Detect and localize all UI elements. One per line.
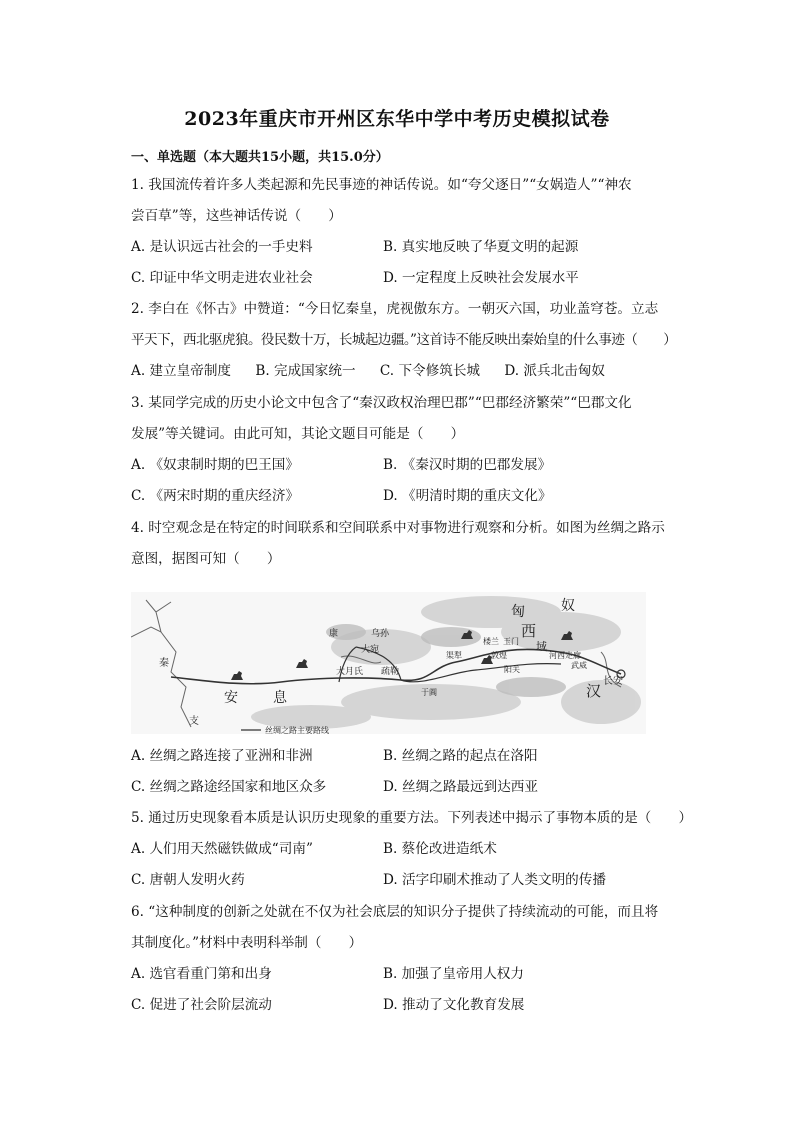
question-4-option-a: A. 丝绸之路连接了亚洲和非洲 [131, 748, 313, 764]
question-6-option-b: B. 加强了皇帝用人权力 [383, 966, 524, 982]
map-label-hexi: 河西走廊 [549, 651, 581, 660]
question-6-stem-line2: 其制度化。”材料中表明科举制（ ） [131, 935, 363, 951]
question-2-option-c: C. 下令修筑长城 [379, 363, 481, 379]
map-label-yangguan: 阳关 [504, 665, 520, 674]
question-1-option-d: D. 一定程度上反映社会发展水平 [383, 270, 579, 286]
question-6-option-d: D. 推动了文化教育发展 [383, 997, 525, 1013]
question-1-stem-line1: 1. 我国流传着许多人类起源和先民事迹的神话传说。如“夸父逐日”“女娲造人”“神农 [131, 177, 632, 193]
question-2-option-a: A. 建立皇帝制度 [131, 363, 232, 379]
map-label-changan: 长安 [603, 676, 623, 687]
question-1-option-c: C. 印证中华文明走进农业社会 [131, 270, 313, 286]
map-label-wuwei: 武威 [571, 661, 587, 670]
question-1-option-b: B. 真实地反映了华夏文明的起源 [383, 239, 579, 255]
map-label-dayuan: 大宛 [361, 645, 380, 655]
question-3-option-a: A. 《奴隶制时期的巴王国》 [131, 457, 299, 473]
question-2-option-d: D. 派兵北击匈奴 [504, 363, 605, 379]
map-label-xiongnu2: 奴 [561, 598, 575, 614]
question-6-option-c: C. 促进了社会阶层流动 [131, 997, 272, 1013]
map-label-dayuezhi: 大月氏 [336, 667, 364, 677]
question-2-option-b: B. 完成国家统一 [255, 363, 356, 379]
question-3-stem-line2: 发展”等关键词。由此可知，其论文题目可能是（ ） [131, 426, 465, 442]
silk-road-map [131, 592, 646, 734]
map-label-xiongnu1: 匈 [511, 604, 525, 620]
question-4-stem-line1: 4. 时空观念是在特定的时间联系和空间联系中对事物进行观察和分析。如图为丝绸之路示 [131, 520, 665, 536]
map-label-shule: 疏勒 [381, 667, 400, 677]
question-3-option-b: B. 《秦汉时期的巴郡发展》 [383, 457, 552, 473]
map-label-yu: 域 [536, 640, 547, 653]
map-label-yumen: 玉门 [503, 637, 519, 646]
question-6-option-a: A. 选官看重门第和出身 [131, 966, 272, 982]
silk-road-map-svg [131, 592, 646, 734]
question-4-option-c: C. 丝绸之路途经国家和地区众多 [131, 779, 327, 795]
question-2-stem-line1: 2. 李白在《怀古》中赞道：“今日忆秦皇，虎视傲东方。一朝灭六国，功业盖穹苍。立志 [131, 301, 659, 317]
question-3-option-d: D. 《明清时期的重庆文化》 [383, 488, 552, 504]
question-4-option-d: D. 丝绸之路最远到达西亚 [383, 779, 538, 795]
question-5-option-d: D. 活字印刷术推动了人类文明的传播 [383, 872, 606, 888]
question-3-stem-line1: 3. 某同学完成的历史小论文中包含了“秦汉政权治理巴郡”“巴郡经济繁荣”“巴郡文化 [131, 395, 632, 411]
question-5-option-a: A. 人们用天然磁铁做成“司南” [131, 841, 313, 857]
page-title: 2023年重庆市开州区东华中学中考历史模拟试卷 [184, 108, 610, 130]
map-label-dunhuang: 敦煌 [491, 651, 507, 660]
question-4-option-b: B. 丝绸之路的起点在洛阳 [383, 748, 538, 764]
question-1-option-a: A. 是认识远古社会的一手史料 [131, 239, 313, 255]
map-label-quli: 渠犁 [446, 651, 462, 660]
question-2-stem-line2: 平天下，西北驱虎狼。役民数十万，长城起边疆。”这首诗不能反映出秦始皇的什么事迹（ ） [131, 332, 677, 348]
question-5-option-b: B. 蔡伦改进造纸术 [383, 841, 497, 857]
map-label-loulan: 楼兰 [483, 637, 499, 646]
map-label-han: 汉 [586, 682, 602, 700]
map-label-qin: 秦 [159, 658, 169, 669]
question-6-stem-line1: 6. “这种制度的创新之处就在不仅为社会底层的知识分子提供了持续流动的可能，而且将 [131, 904, 659, 920]
question-2-options [131, 361, 625, 381]
question-3-option-c: C. 《两宋时期的重庆经济》 [131, 488, 300, 504]
question-4-stem-line2: 意图，据图可知（ ） [131, 551, 281, 567]
map-label-zhi: 支 [189, 716, 199, 727]
map-label-wusun: 乌孙 [371, 629, 390, 639]
map-label-xi: 西 [521, 622, 537, 640]
map-label-an: 安 [224, 690, 238, 706]
map-label-xi2: 息 [273, 690, 287, 706]
question-5-option-c: C. 唐朝人发明火药 [131, 872, 245, 888]
map-legend-label: 丝绸之路主要路线 [265, 726, 329, 734]
section-heading: 一、单选题（本大题共15小题，共15.0分） [131, 150, 389, 165]
question-1-stem-line2: 尝百草”等，这些神话传说（ ） [131, 208, 342, 224]
map-label-yutian: 于阗 [421, 688, 437, 697]
question-5-stem-line1: 5. 通过历史现象看本质是认识历史现象的重要方法。下列表述中揭示了事物本质的是（ ） [131, 810, 693, 826]
map-label-kangju: 康 [329, 629, 339, 639]
